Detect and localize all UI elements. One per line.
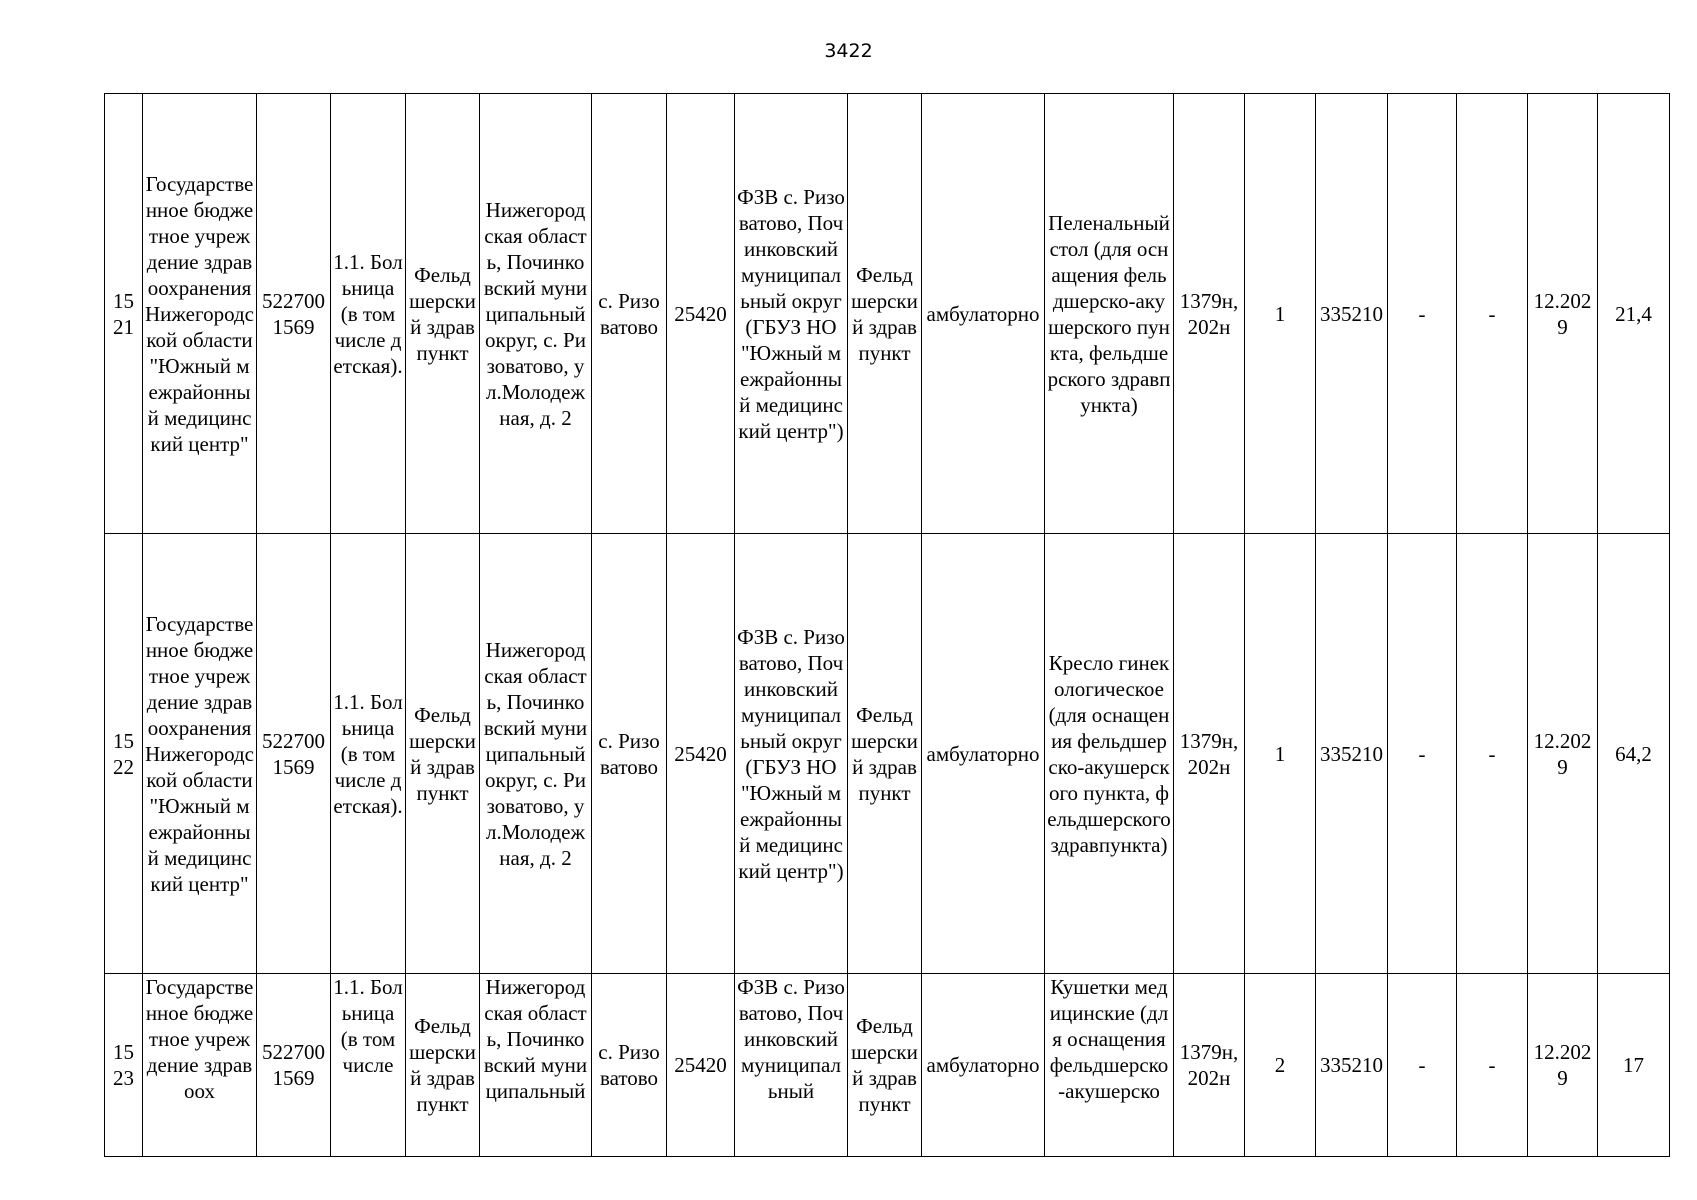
okpd-code: 335210	[1316, 94, 1388, 534]
order-reference: 1379н, 202н	[1174, 974, 1245, 1157]
territory-code: 25420	[667, 94, 735, 534]
settlement-name: с. Ризоватово	[592, 534, 667, 974]
equipment-name: Пеленальный стол (для оснащения фельдшерско-акушерского пункта, фельдшерского здравпункта)	[1045, 94, 1174, 534]
institution-name-text: Государственное бюджетное учреждение здравоох	[145, 975, 254, 1103]
institution-name: Государственное бюджетное учреждение здравоохранения Нижегородской области "Южный межрайонный медицинский центр"	[143, 534, 257, 974]
empty-value-2: -	[1457, 94, 1528, 534]
amount-value: 17	[1598, 974, 1670, 1157]
amount-value: 21,4	[1598, 94, 1670, 534]
equipment-name	[1045, 974, 1174, 1157]
unit-type: Фельдшерский здравпункт	[406, 974, 480, 1157]
facility-name-text: ФЗВ с. Ризоватово, Починковский муниципальный	[737, 975, 845, 1103]
row-number: 1522	[105, 534, 143, 974]
register-table	[104, 93, 1670, 1157]
inn-code: 5227001569	[257, 94, 331, 534]
unit-address-text: Нижегородская область, Починковский муниципальный	[483, 975, 588, 1103]
equipment-name-text: Кушетки медицинские (для оснащения фельдшерско-акушерско	[1049, 975, 1169, 1103]
quantity: 2	[1245, 974, 1316, 1157]
care-form: амбулаторно	[922, 534, 1045, 974]
unit-address: Нижегородская область, Починковский муниципальный округ, с. Ризоватово, ул.Молодежная, д. 2	[480, 94, 592, 534]
inn-code: 5227001569	[257, 974, 331, 1157]
quantity: 1	[1245, 534, 1316, 974]
inn-code: 5227001569	[257, 534, 331, 974]
institution-category: 1.1. Больница (в том числе детская).	[331, 94, 406, 534]
deadline-date: 12.2029	[1528, 974, 1598, 1157]
okpd-code: 335210	[1316, 534, 1388, 974]
unit-type-secondary: Фельдшерский здравпункт	[848, 94, 922, 534]
amount-value: 64,2	[1598, 534, 1670, 974]
territory-code: 25420	[667, 974, 735, 1157]
unit-type-secondary: Фельдшерский здравпункт	[848, 534, 922, 974]
empty-value-1: -	[1388, 974, 1457, 1157]
unit-address	[480, 974, 592, 1157]
table-row	[105, 974, 1670, 1157]
settlement-name: с. Ризоватово	[592, 94, 667, 534]
empty-value-1: -	[1388, 534, 1457, 974]
table-row	[105, 534, 1670, 974]
care-form: амбулаторно	[922, 94, 1045, 534]
row-number: 1523	[105, 974, 143, 1157]
equipment-name: Кресло гинекологическое (для оснащения фельдшерско-акушерского пункта, фельдшерского здравпункта)	[1045, 534, 1174, 974]
quantity: 1	[1245, 94, 1316, 534]
empty-value-2: -	[1457, 974, 1528, 1157]
institution-name	[143, 974, 257, 1157]
row-number: 1521	[105, 94, 143, 534]
table-row	[105, 94, 1670, 534]
facility-name: ФЗВ с. Ризоватово, Починковский муниципальный округ (ГБУЗ НО "Южный межрайонный медицинский центр")	[735, 534, 848, 974]
empty-value-2: -	[1457, 534, 1528, 974]
okpd-code: 335210	[1316, 974, 1388, 1157]
empty-value-1: -	[1388, 94, 1457, 534]
page-number: 3422	[824, 40, 873, 62]
territory-code: 25420	[667, 534, 735, 974]
unit-type: Фельдшерский здравпункт	[406, 534, 480, 974]
settlement-name: с. Ризоватово	[592, 974, 667, 1157]
deadline-date: 12.2029	[1528, 94, 1598, 534]
institution-category: 1.1. Больница (в том числе детская).	[331, 534, 406, 974]
unit-type-secondary: Фельдшерский здравпункт	[848, 974, 922, 1157]
unit-address: Нижегородская область, Починковский муниципальный округ, с. Ризоватово, ул.Молодежная, д. 2	[480, 534, 592, 974]
facility-name	[735, 974, 848, 1157]
order-reference: 1379н, 202н	[1174, 94, 1245, 534]
institution-category	[331, 974, 406, 1157]
unit-type: Фельдшерский здравпункт	[406, 94, 480, 534]
care-form: амбулаторно	[922, 974, 1045, 1157]
order-reference: 1379н, 202н	[1174, 534, 1245, 974]
deadline-date: 12.2029	[1528, 534, 1598, 974]
facility-name: ФЗВ с. Ризоватово, Починковский муниципальный округ (ГБУЗ НО "Южный межрайонный медицинский центр")	[735, 94, 848, 534]
institution-name: Государственное бюджетное учреждение здравоохранения Нижегородской области "Южный межрайонный медицинский центр"	[143, 94, 257, 534]
institution-category-text: 1.1. Больница (в том числе	[333, 975, 403, 1077]
